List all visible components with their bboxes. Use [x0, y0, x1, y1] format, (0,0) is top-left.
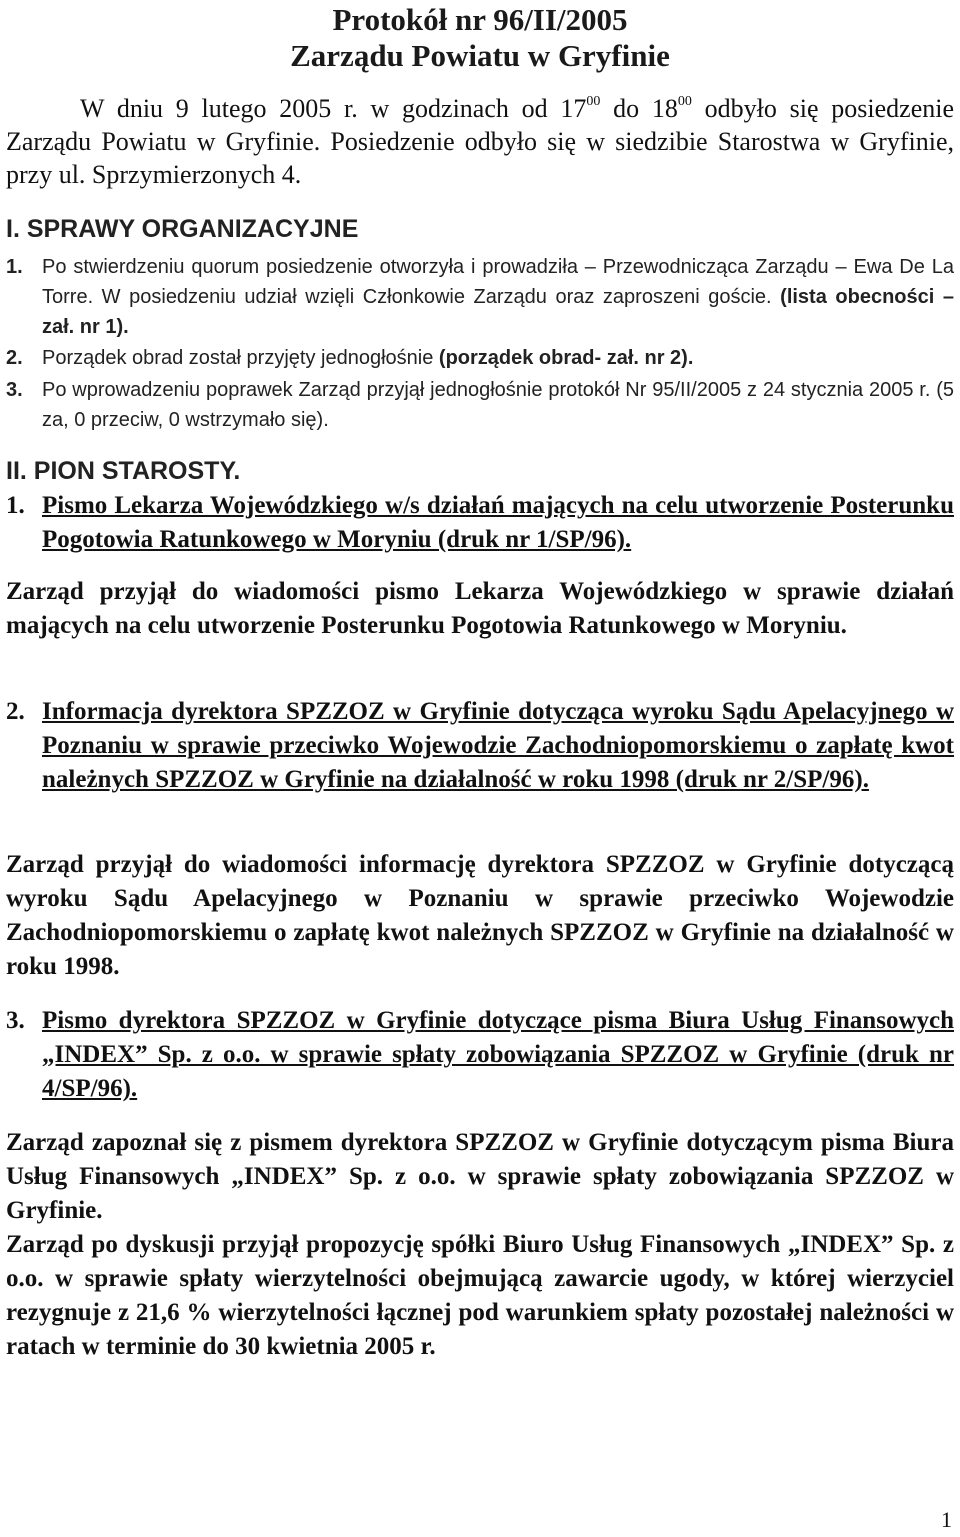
- intro-paragraph: [6, 92, 954, 191]
- item-number: 1.: [6, 256, 23, 278]
- item-title: Informacja dyrektora SPZZOZ w Gryfinie dotycząca wyroku Sądu Apelacyjnego w Poznaniu w sprawie przeciwko Wojewodzie Zachodniopomorskiemu o zapłatę kwot należnych SPZZOZ w Gryfinie na działalność w roku 1998 (druk nr 2/SP/96).: [42, 698, 954, 793]
- section1-heading: I. SPRAWY ORGANIZACYJNE: [6, 215, 359, 243]
- item-number: 2.: [6, 698, 25, 725]
- item-number: 1.: [6, 492, 25, 519]
- section2-item-1-title: [6, 489, 954, 559]
- item-text: Porządek obrad został przyjęty jednogłośnie (porządek obrad- zał. nr 2).: [42, 347, 694, 369]
- intro-part2: do 18: [600, 94, 678, 123]
- intro-part3: odbyło się posiedzenie Zarządu Powiatu w Gryfinie. Posiedzenie odbyło się w siedzibie Starostwa w Gryfinie, przy ul. Sprzymierzonych 4.: [6, 94, 955, 189]
- item-number: 3.: [6, 379, 23, 401]
- section2-item-2-body: Zarząd przyjął do wiadomości informację dyrektora SPZZOZ w Gryfinie dotyczącą wyroku Sądu Apelacyjnego w Poznaniu w sprawie przeciwko Wojewodzie Zachodniopomorskiemu o zapłatę kwot należnych SPZZOZ w Gryfinie na działalność w roku 1998.: [6, 851, 954, 980]
- document-title-line1: Protokół nr 96/II/2005: [332, 2, 628, 37]
- section2-item-1-body: Zarząd przyjął do wiadomości pismo Lekarza Wojewódzkiego w sprawie działań mających na celu utworzenie Posterunku Pogotowia Ratunkowego w Moryniu.: [6, 578, 954, 639]
- document-title-line2: Zarządu Powiatu w Gryfinie: [290, 38, 670, 73]
- section1-item-3: [6, 375, 954, 435]
- item-number: 2.: [6, 347, 23, 369]
- intro-sup2: 00: [677, 94, 692, 109]
- section1-item-1: [6, 252, 954, 342]
- item-title: Pismo Lekarza Wojewódzkiego w/s działań mających na celu utworzenie Posterunku Pogotowia Ratunkowego w Moryniu (druk nr 1/SP/96).: [42, 492, 954, 553]
- intro-sup1: 00: [586, 94, 601, 109]
- intro-part1: W dniu 9 lutego 2005 r. w godzinach od 17: [80, 94, 587, 123]
- item-title: Pismo dyrektora SPZZOZ w Gryfinie dotyczące pisma Biura Usług Finansowych „INDEX” Sp. z o.o. w sprawie spłaty zobowiązania SPZZOZ w Gryfinie (druk nr 4/SP/96).: [42, 1007, 954, 1102]
- section2-heading: II. PION STAROSTY.: [6, 457, 241, 485]
- item-text: Po stwierdzeniu quorum posiedzenie otworzyła i prowadziła – Przewodnicząca Zarządu – Ewa De La Torre. W posiedzeniu udział wzięli Członkowie Zarządu oraz zaproszeni goście. (lista obecności – zał. nr 1).: [42, 256, 954, 338]
- item-text: Po wprowadzeniu poprawek Zarząd przyjął jednogłośnie protokół Nr 95/II/2005 z 24 stycznia 2005 r. (5 za, 0 przeciw, 0 wstrzymało się).: [42, 379, 954, 431]
- section2-item-3-title: [6, 1004, 954, 1108]
- section2-item-3-body: Zarząd zapoznał się z pismem dyrektora SPZZOZ w Gryfinie dotyczącym pisma Biura Usług Finansowych „INDEX” Sp. z o.o. w sprawie spłaty zobowiązania SPZZOZ w Gryfinie.: [6, 1129, 954, 1224]
- section2-item-3-body2: Zarząd po dyskusji przyjął propozycję spółki Biuro Usług Finansowych „INDEX” Sp. z o.o. w sprawie spłaty wierzytelności obejmującą zawarcie ugody, w której wierzyciel rezygnuje z 21,6 % wierzytelności łącznej pod warunkiem spłaty pozostałej należności w ratach w terminie do 30 kwietnia 2005 r.: [6, 1231, 954, 1360]
- section1-item-2: [6, 343, 954, 373]
- page-number: 1: [941, 1507, 952, 1532]
- section2-item-2-title: [6, 695, 954, 835]
- item-number: 3.: [6, 1007, 25, 1034]
